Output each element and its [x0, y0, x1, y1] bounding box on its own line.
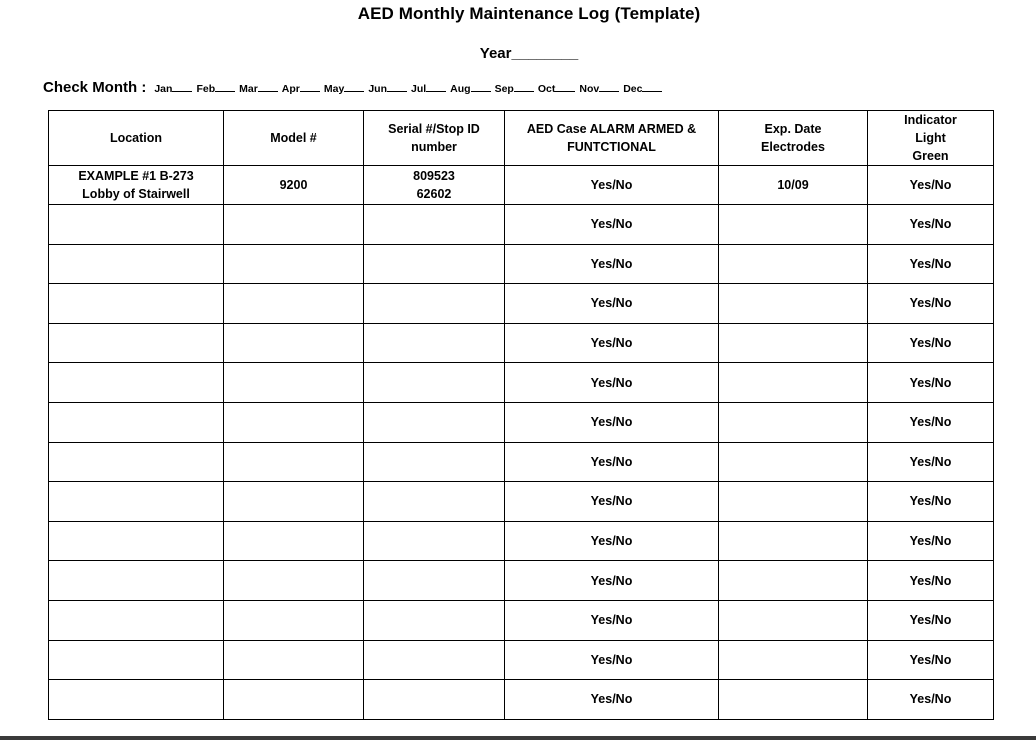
cell-location[interactable] [49, 402, 224, 442]
year-field-label: Year________ [479, 45, 579, 62]
month-blank-apr[interactable] [300, 90, 320, 92]
cell-indicator[interactable]: Yes/No [868, 482, 994, 522]
cell-indicator[interactable]: Yes/No [868, 561, 994, 601]
cell-exp-date[interactable] [719, 521, 868, 561]
cell-alarm[interactable]: Yes/No [505, 482, 719, 522]
cell-model[interactable] [224, 600, 364, 640]
cell-indicator[interactable]: Yes/No [868, 166, 994, 205]
cell-alarm[interactable]: Yes/No [505, 205, 719, 245]
month-blank-dec[interactable] [642, 90, 662, 92]
cell-serial[interactable] [364, 244, 505, 284]
month-blank-oct[interactable] [555, 90, 575, 92]
cell-model[interactable] [224, 442, 364, 482]
cell-exp-date[interactable] [719, 402, 868, 442]
month-nov: Nov [579, 83, 600, 95]
cell-location[interactable]: EXAMPLE #1 B-273 Lobby of Stairwell [49, 166, 224, 205]
cell-serial[interactable] [364, 521, 505, 561]
cell-indicator[interactable]: Yes/No [868, 442, 994, 482]
table-row [49, 561, 994, 601]
table-row [49, 323, 994, 363]
month-sep: Sep [494, 83, 514, 95]
month-jan: Jan [154, 83, 173, 95]
cell-serial[interactable] [364, 284, 505, 324]
cell-serial[interactable] [364, 640, 505, 680]
cell-indicator[interactable]: Yes/No [868, 284, 994, 324]
cell-model[interactable] [224, 680, 364, 720]
cell-model[interactable] [224, 284, 364, 324]
cell-serial[interactable] [364, 561, 505, 601]
cell-model[interactable] [224, 521, 364, 561]
table-row [49, 284, 994, 324]
cell-exp-date[interactable] [719, 323, 868, 363]
header-location: Location [49, 111, 224, 166]
cell-serial[interactable] [364, 482, 505, 522]
cell-model[interactable]: 9200 [224, 166, 364, 205]
cell-location[interactable] [49, 680, 224, 720]
cell-indicator[interactable]: Yes/No [868, 521, 994, 561]
cell-serial[interactable] [364, 680, 505, 720]
bottom-scroll-bar [0, 736, 1036, 740]
month-dec: Dec [623, 83, 643, 95]
cell-model[interactable] [224, 244, 364, 284]
cell-alarm[interactable]: Yes/No [505, 561, 719, 601]
month-blank-feb[interactable] [215, 90, 235, 92]
cell-alarm[interactable]: Yes/No [505, 521, 719, 561]
cell-exp-date[interactable] [719, 482, 868, 522]
cell-exp-date[interactable] [719, 205, 868, 245]
cell-exp-date[interactable] [719, 363, 868, 403]
cell-serial[interactable] [364, 363, 505, 403]
header-serial: Serial #/Stop ID number [364, 111, 505, 166]
cell-indicator[interactable]: Yes/No [868, 244, 994, 284]
cell-alarm[interactable]: Yes/No [505, 363, 719, 403]
month-blank-mar[interactable] [258, 90, 278, 92]
cell-serial[interactable] [364, 323, 505, 363]
cell-exp-date[interactable] [719, 600, 868, 640]
cell-alarm[interactable]: Yes/No [505, 402, 719, 442]
table-row [49, 640, 994, 680]
cell-model[interactable] [224, 482, 364, 522]
month-blank-sep[interactable] [514, 90, 534, 92]
table-row [49, 363, 994, 403]
cell-model[interactable] [224, 323, 364, 363]
month-mar: Mar [239, 83, 258, 95]
cell-model[interactable] [224, 402, 364, 442]
cell-indicator[interactable]: Yes/No [868, 680, 994, 720]
cell-location[interactable] [49, 640, 224, 680]
cell-exp-date[interactable]: 10/09 [719, 166, 868, 205]
month-blank-jan[interactable] [172, 90, 192, 92]
month-feb: Feb [196, 83, 216, 95]
cell-alarm[interactable]: Yes/No [505, 640, 719, 680]
maintenance-log-table [48, 110, 994, 720]
month-list [154, 79, 666, 97]
cell-alarm[interactable]: Yes/No [505, 166, 719, 205]
cell-alarm[interactable]: Yes/No [505, 244, 719, 284]
month-blank-may[interactable] [344, 90, 364, 92]
cell-serial[interactable] [364, 402, 505, 442]
table-row [49, 521, 994, 561]
month-jul: Jul [411, 83, 427, 95]
cell-serial[interactable] [364, 442, 505, 482]
table-row [49, 600, 994, 640]
cell-location[interactable] [49, 205, 224, 245]
table-row [49, 680, 994, 720]
cell-model[interactable] [224, 363, 364, 403]
cell-location[interactable] [49, 363, 224, 403]
month-jun: Jun [368, 83, 387, 95]
cell-indicator[interactable]: Yes/No [868, 363, 994, 403]
cell-indicator[interactable]: Yes/No [868, 205, 994, 245]
table-row [49, 442, 994, 482]
cell-exp-date[interactable] [719, 442, 868, 482]
table-row [49, 244, 994, 284]
cell-alarm[interactable]: Yes/No [505, 600, 719, 640]
month-oct: Oct [537, 83, 556, 95]
table-row [49, 482, 994, 522]
month-blank-nov[interactable] [599, 90, 619, 92]
header-model: Model # [224, 111, 364, 166]
month-blank-aug[interactable] [471, 90, 491, 92]
cell-location[interactable] [49, 244, 224, 284]
month-apr: Apr [281, 83, 300, 95]
header-alarm: AED Case ALARM ARMED & FUNTCTIONAL [505, 111, 719, 166]
cell-alarm[interactable]: Yes/No [505, 284, 719, 324]
cell-location[interactable] [49, 561, 224, 601]
example-row [49, 166, 994, 205]
cell-indicator[interactable]: Yes/No [868, 323, 994, 363]
cell-serial[interactable] [364, 205, 505, 245]
cell-serial[interactable] [364, 600, 505, 640]
cell-alarm[interactable]: Yes/No [505, 442, 719, 482]
document-title: AED Monthly Maintenance Log (Template) [357, 4, 701, 23]
cell-model[interactable] [224, 640, 364, 680]
cell-exp-date[interactable] [719, 680, 868, 720]
cell-location[interactable] [49, 482, 224, 522]
cell-exp-date[interactable] [719, 640, 868, 680]
table-row [49, 205, 994, 245]
cell-exp-date[interactable] [719, 561, 868, 601]
cell-location[interactable] [49, 284, 224, 324]
month-may: May [323, 83, 345, 95]
month-aug: Aug [450, 83, 471, 95]
cell-location[interactable] [49, 442, 224, 482]
check-month-row [43, 79, 666, 97]
header-exp-date: Exp. Date Electrodes [719, 111, 868, 166]
cell-exp-date[interactable] [719, 284, 868, 324]
cell-model[interactable] [224, 561, 364, 601]
check-month-label: Check Month : [43, 79, 147, 96]
cell-location[interactable] [49, 600, 224, 640]
month-blank-jun[interactable] [387, 90, 407, 92]
cell-exp-date[interactable] [719, 244, 868, 284]
header-indicator: Indicator Light Green [868, 111, 994, 166]
cell-model[interactable] [224, 205, 364, 245]
table-header-row [49, 111, 994, 166]
cell-location[interactable] [49, 521, 224, 561]
cell-alarm[interactable]: Yes/No [505, 680, 719, 720]
month-blank-jul[interactable] [426, 90, 446, 92]
cell-serial[interactable]: 809523 62602 [364, 166, 505, 205]
cell-alarm[interactable]: Yes/No [505, 323, 719, 363]
table-row [49, 402, 994, 442]
cell-indicator[interactable]: Yes/No [868, 600, 994, 640]
cell-indicator[interactable]: Yes/No [868, 640, 994, 680]
cell-indicator[interactable]: Yes/No [868, 402, 994, 442]
cell-location[interactable] [49, 323, 224, 363]
